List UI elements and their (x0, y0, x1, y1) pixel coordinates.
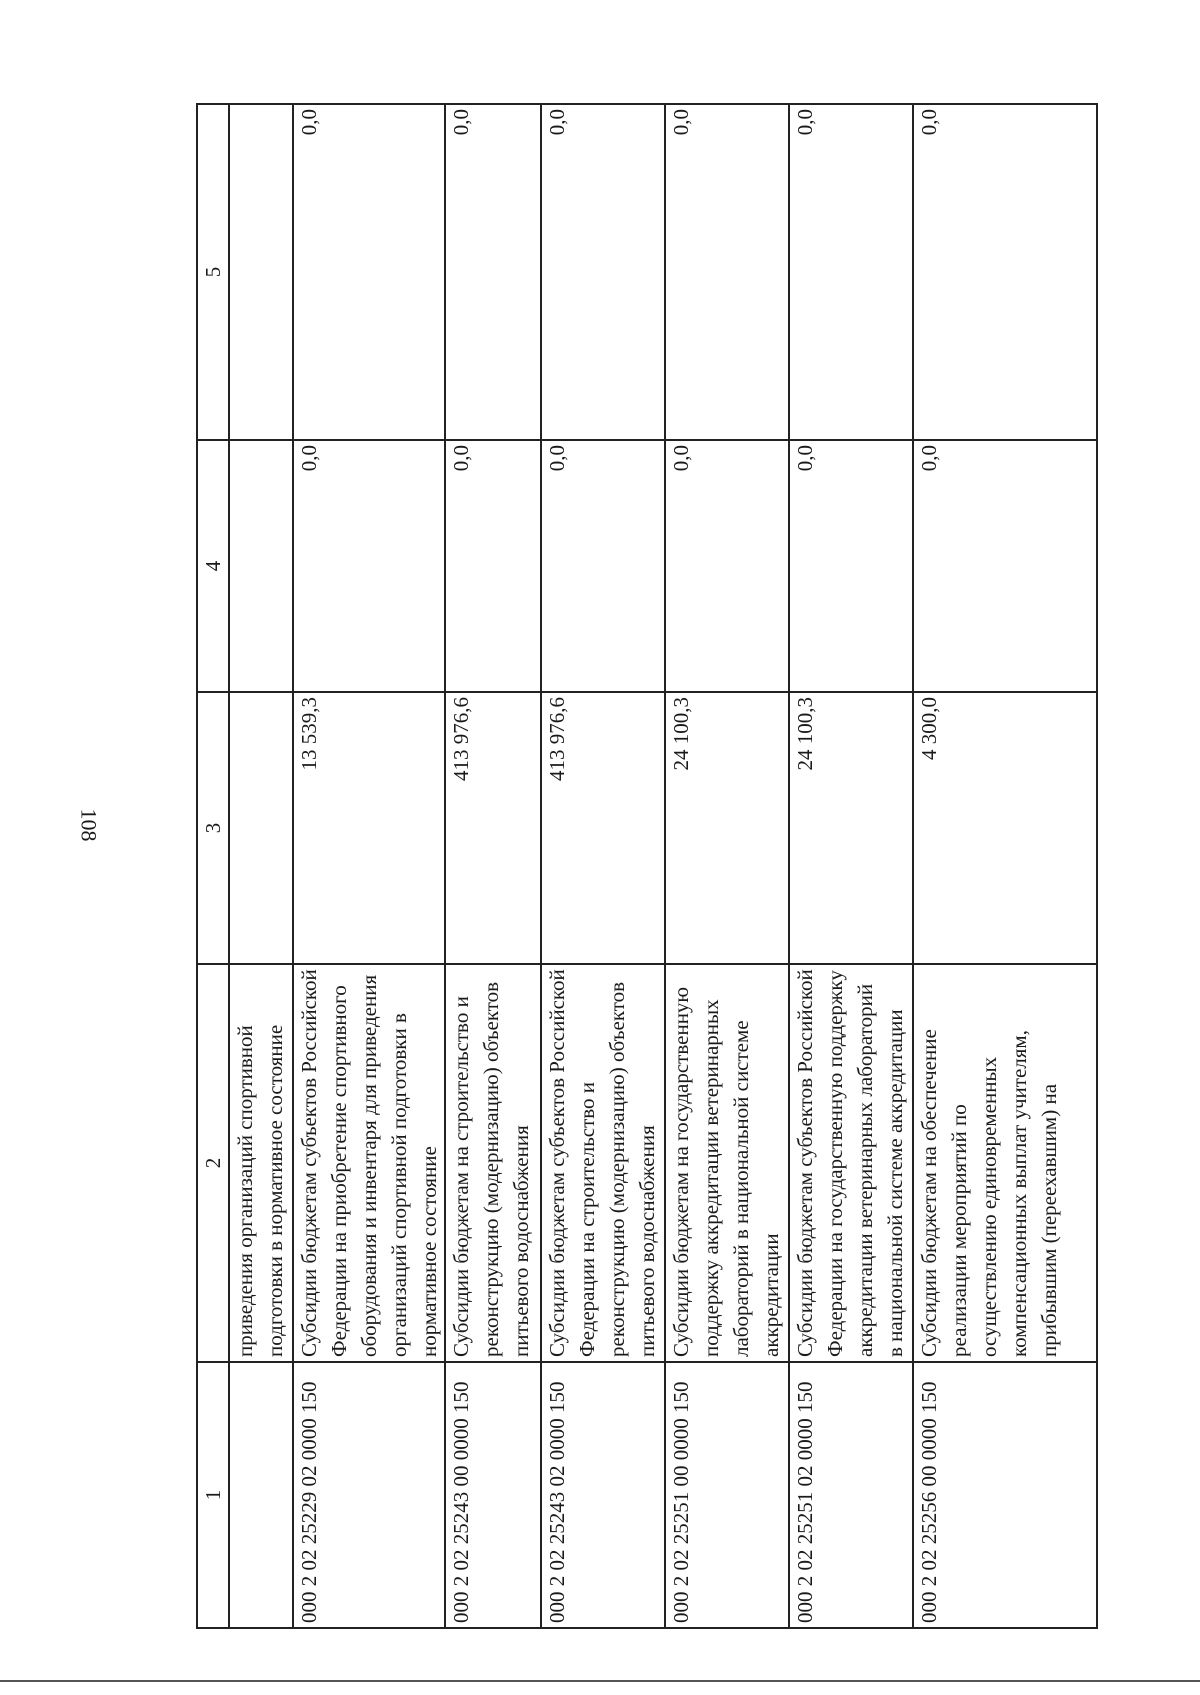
budget-table (196, 103, 1098, 1629)
rotated-table-wrapper (196, 105, 1098, 1629)
table-row (665, 104, 789, 1628)
row-col5: 0,0 (665, 104, 789, 440)
row-col4: 0,0 (293, 440, 445, 692)
row-col3: 24 100,3 (789, 692, 913, 964)
row-code: 000 2 02 25256 00 0000 150 (913, 1362, 1097, 1628)
page-number: 108 (76, 808, 102, 842)
row-col4: 0,0 (913, 440, 1097, 692)
row-col3: 413 976,6 (541, 692, 665, 964)
row-description: Субсидии бюджетам субъектов Российской Федерации на государственную поддержку аккредитации ветеринарных лабораторий в национальной системе аккредитации (789, 964, 913, 1362)
header-col-5: 5 (197, 104, 229, 440)
row-col5: 0,0 (541, 104, 665, 440)
row-col4 (229, 440, 293, 692)
row-code: 000 2 02 25251 02 0000 150 (789, 1362, 913, 1628)
row-description: приведения организаций спортивной подготовки в нормативное состояние (229, 964, 293, 1362)
row-col5: 0,0 (789, 104, 913, 440)
row-code: 000 2 02 25243 02 0000 150 (541, 1362, 665, 1628)
table-row (445, 104, 541, 1628)
row-code: 000 2 02 25243 00 0000 150 (445, 1362, 541, 1628)
row-description: Субсидии бюджетам на обеспечение реализации мероприятий по осуществлению единовременных компенсационных выплат учителям, прибывшим (переехавшим) на (913, 964, 1097, 1362)
row-col4: 0,0 (665, 440, 789, 692)
table-row (913, 104, 1097, 1628)
row-col5: 0,0 (445, 104, 541, 440)
row-description: Субсидии бюджетам на государственную поддержку аккредитации ветеринарных лабораторий в национальной системе аккредитации (665, 964, 789, 1362)
header-col-2: 2 (197, 964, 229, 1362)
row-code: 000 2 02 25229 02 0000 150 (293, 1362, 445, 1628)
row-description: Субсидии бюджетам субъектов Российской Федерации на строительство и реконструкцию (модернизацию) объектов питьевого водоснабжения (541, 964, 665, 1362)
row-col4: 0,0 (445, 440, 541, 692)
row-col3: 24 100,3 (665, 692, 789, 964)
table-row (229, 104, 293, 1628)
row-code: 000 2 02 25251 00 0000 150 (665, 1362, 789, 1628)
row-col3: 13 539,3 (293, 692, 445, 964)
row-description: Субсидии бюджетам субъектов Российской Федерации на приобретение спортивного оборудования и инвентаря для приведения организаций спортивной подготовки в нормативное состояние (293, 964, 445, 1362)
header-col-4: 4 (197, 440, 229, 692)
header-row (197, 104, 229, 1628)
row-code (229, 1362, 293, 1628)
row-col5: 0,0 (293, 104, 445, 440)
table-row (293, 104, 445, 1628)
header-col-1: 1 (197, 1362, 229, 1628)
row-description: Субсидии бюджетам на строительство и реконструкцию (модернизацию) объектов питьевого водоснабжения (445, 964, 541, 1362)
row-col3 (229, 692, 293, 964)
header-col-3: 3 (197, 692, 229, 964)
row-col5 (229, 104, 293, 440)
table-row (541, 104, 665, 1628)
row-col3: 4 300,0 (913, 692, 1097, 964)
row-col5: 0,0 (913, 104, 1097, 440)
table-row (789, 104, 913, 1628)
row-col4: 0,0 (541, 440, 665, 692)
row-col4: 0,0 (789, 440, 913, 692)
footer-rule (0, 1680, 1200, 1682)
row-col3: 413 976,6 (445, 692, 541, 964)
